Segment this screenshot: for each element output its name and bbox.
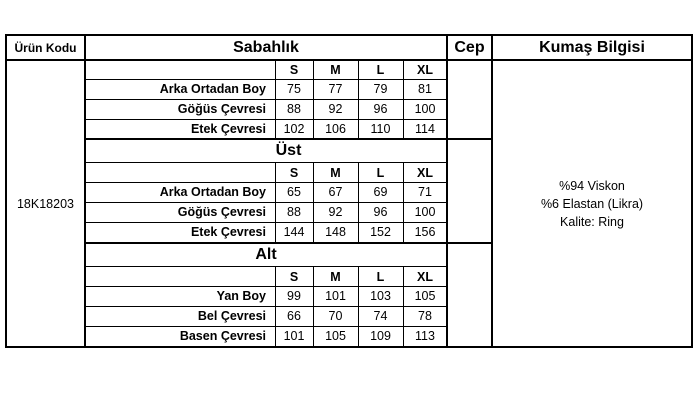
table-outer-border — [5, 34, 693, 36]
measurement-value: 74 — [373, 309, 388, 323]
measurement-value: 75 — [287, 82, 301, 96]
fabric-line-elastane: %6 Elastan (Likra) — [540, 196, 644, 211]
size-header-m: M — [330, 269, 341, 284]
measurement-value: 92 — [328, 102, 343, 116]
measurement-value: 156 — [414, 225, 436, 239]
table-rule — [446, 34, 448, 348]
size-header-s: S — [289, 165, 299, 180]
cep-header: Cep — [454, 38, 485, 56]
measurement-value: 65 — [287, 185, 301, 199]
size-header-m: M — [330, 62, 341, 77]
measurement-value: 70 — [328, 309, 343, 323]
table-rule — [491, 34, 493, 348]
measurement-value: 71 — [418, 185, 432, 199]
measurement-value: 103 — [370, 289, 391, 303]
measurement-value: 100 — [414, 205, 436, 219]
size-header-xl: XL — [417, 165, 433, 180]
measurement-value: 79 — [373, 82, 388, 96]
measurement-value: 105 — [414, 289, 436, 303]
table-rule — [85, 326, 447, 327]
size-header-xl: XL — [417, 269, 433, 284]
size-header-l: L — [376, 62, 385, 77]
product-code-header: Ürün Kodu — [14, 40, 77, 55]
measurement-value: 148 — [325, 225, 346, 239]
measurement-value: 77 — [328, 82, 343, 96]
table-rule — [85, 79, 447, 80]
header-rule — [5, 59, 693, 61]
measurement-label: Yan Boy — [216, 289, 266, 303]
fabric-line-viscose: %94 Viskon — [559, 178, 625, 193]
measurement-value: 102 — [283, 122, 305, 136]
measurement-value: 114 — [415, 122, 435, 136]
table-rule — [84, 34, 86, 348]
measurement-label: Bel Çevresi — [197, 309, 266, 323]
measurement-value: 78 — [418, 309, 432, 323]
measurement-value: 99 — [287, 289, 301, 303]
measurement-label: Arka Ortadan Boy — [159, 82, 266, 96]
table-outer-border — [691, 34, 693, 348]
table-rule — [85, 306, 447, 307]
section-rule — [85, 162, 447, 163]
fabric-info-header: Kumaş Bilgisi — [539, 38, 645, 56]
size-header-s: S — [289, 269, 299, 284]
table-rule — [85, 182, 447, 183]
measurement-label: Etek Çevresi — [190, 225, 266, 239]
measurement-value: 144 — [283, 225, 305, 239]
product-code-value: 18K18203 — [16, 196, 74, 211]
fabric-line-quality: Kalite: Ring — [560, 214, 624, 229]
section-rule — [85, 242, 492, 244]
size-header-l: L — [376, 165, 385, 180]
size-header-m: M — [330, 165, 341, 180]
measurement-value: 88 — [287, 102, 301, 116]
measurement-value: 67 — [328, 185, 343, 199]
measurement-label: Göğüs Çevresi — [177, 102, 266, 116]
measurement-value: 96 — [373, 205, 388, 219]
table-rule — [85, 286, 447, 287]
measurement-label: Göğüs Çevresi — [177, 205, 266, 219]
measurement-label: Etek Çevresi — [190, 122, 266, 136]
table-outer-border — [5, 34, 7, 348]
table-rule — [85, 222, 447, 223]
measurement-value: 69 — [373, 185, 388, 199]
size-header-xl: XL — [417, 62, 433, 77]
measurement-value: 152 — [370, 225, 391, 239]
measurement-value: 66 — [287, 309, 301, 323]
table-rule — [85, 99, 447, 100]
ust-section-title: Üst — [275, 142, 302, 159]
measurement-label: Basen Çevresi — [179, 329, 266, 343]
measurement-value: 113 — [415, 329, 435, 343]
table-rule — [85, 119, 447, 120]
measurement-value: 109 — [370, 329, 391, 343]
section-rule — [85, 138, 492, 140]
measurement-value: 92 — [328, 205, 343, 219]
measurement-value: 101 — [283, 329, 305, 343]
fabric-info — [492, 60, 692, 347]
table-outer-border — [5, 346, 693, 348]
measurement-value: 96 — [373, 102, 388, 116]
measurement-value: 81 — [418, 82, 432, 96]
measurement-value: 100 — [414, 102, 436, 116]
measurement-label: Arka Ortadan Boy — [159, 185, 266, 199]
alt-section-title: Alt — [255, 246, 277, 263]
measurement-value: 105 — [325, 329, 346, 343]
section-rule — [85, 266, 447, 267]
measurement-value: 101 — [325, 289, 346, 303]
measurement-value: 88 — [287, 205, 301, 219]
size-header-s: S — [289, 62, 299, 77]
table-rule — [85, 202, 447, 203]
measurement-value: 106 — [325, 122, 346, 136]
measurement-value: 110 — [370, 122, 391, 136]
sabahlik-header: Sabahlık — [233, 38, 299, 56]
size-header-l: L — [376, 269, 385, 284]
